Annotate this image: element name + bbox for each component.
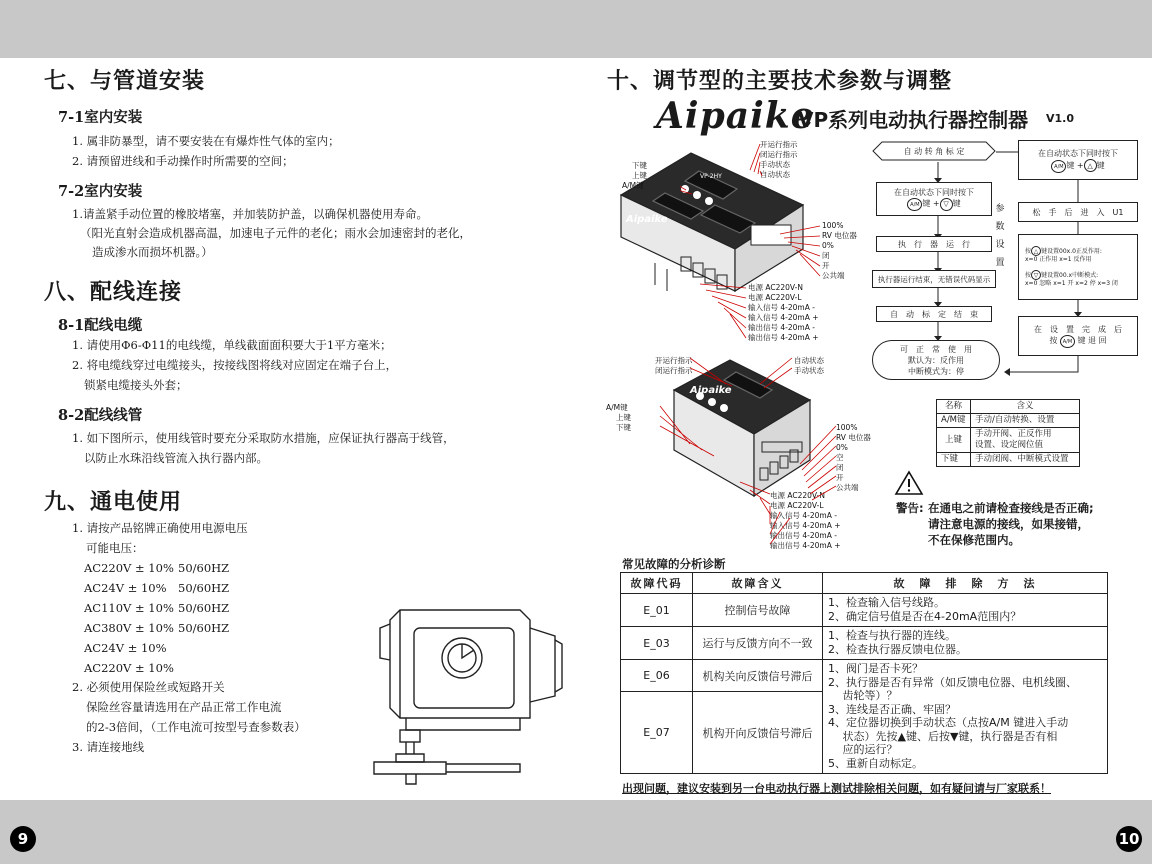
fault-method: 2、确定信号值是否在4-20mA范围内？: [828, 610, 1022, 623]
device-label: 空: [836, 453, 844, 462]
fault-method: 1、检查与执行器的连线。: [828, 629, 956, 642]
flow-setting-text: 键设置00x.0正反作用:: [1041, 248, 1102, 255]
flow-run: 执 行 器 运 行: [876, 236, 992, 252]
key-name: 下键: [937, 453, 971, 467]
section-8-title: 八、配线连接: [44, 279, 183, 305]
section-8-1-line: 锁紧电缆接头外套；: [84, 378, 188, 392]
keys-table-row: [937, 414, 1080, 428]
section-8-1-line: 1. 请使用Φ6-Φ11的电线缆，单线截面面积要大于1平方毫米；: [72, 338, 392, 352]
fault-method: 1、阀门是否卡死？: [828, 662, 923, 675]
fault-method: 2、执行器是否有异常（如反馈电位器、电机线圈、: [828, 675, 1077, 689]
fault-methods: [823, 594, 1108, 627]
section-9-line: 的2-3倍间，（工作电流可按型号查参数表）: [86, 720, 306, 734]
flow-key-join: 键 +: [1066, 160, 1084, 170]
flow-start-label: 自 动 转 角 标 定: [903, 146, 965, 156]
flow-back-prefix: 按: [1049, 336, 1058, 345]
actuator-pipe-illustration: [370, 598, 570, 788]
device-label: 开运行指示: [655, 356, 693, 365]
fault-header-cell: 故障含义: [693, 573, 823, 594]
voltage-value: AC220V ± 10%: [84, 561, 174, 575]
device-label: 电源 AC220V-N: [748, 283, 803, 292]
device-label: A/M键: [606, 403, 628, 412]
flow-back: [1049, 335, 1106, 348]
voltage-list: [84, 558, 274, 678]
am-key-icon: A/M: [1060, 335, 1075, 348]
section-7-1-item: 1. 属非防暴型，请不要安装在有爆炸性气体的室内；: [72, 134, 340, 148]
fault-meaning: 机构开向反馈信号滞后: [693, 692, 823, 774]
voltage-frequency: 50/60HZ: [178, 581, 230, 595]
product-version: V1.0: [1046, 112, 1074, 125]
section-8-2-line: 以防止水珠沿线管流入执行器内部。: [84, 451, 268, 465]
up-key-icon: △: [1031, 246, 1041, 256]
device-label: RV 电位器: [836, 433, 871, 442]
section-7-2-title: 7-2室内安装: [58, 183, 143, 200]
section-7-2-line: （阳光直射会造成机器高温，加速电子元件的老化；雨水会加速密封的老化，: [80, 226, 471, 240]
voltage-row: [84, 618, 274, 638]
section-7-2-line: 造成渗水而损坏机器。）: [92, 245, 213, 259]
flow-press-label: 在自动状态下同时按下: [894, 188, 974, 197]
device-label: 开运行指示: [760, 140, 798, 149]
voltage-value: AC220V ± 10%: [84, 661, 174, 675]
dev1-leader-lines: [680, 140, 840, 345]
fault-table-header: [621, 573, 1108, 594]
flow-setting-text: 键设置00.x中断模式:: [1041, 272, 1099, 279]
fault-method: 4、定位器切换到手动状态（点按A/M 键进入手动: [828, 716, 1069, 729]
flow-key-tail: 键: [952, 199, 961, 208]
device-label: 公共端: [822, 271, 845, 280]
device-label: 电源 AC220V-L: [748, 293, 802, 302]
flow-setting-options: x=0 忽略 x=1 开 x=2 停 x=3 闭: [1025, 280, 1118, 287]
am-key-icon: A/M: [907, 198, 922, 211]
flow-end: 自 动 标 定 结 束: [876, 306, 992, 322]
section-9-line: 可能电压：: [86, 541, 144, 555]
section-9-line: 保险丝容量请选用在产品正常工作电流: [86, 700, 282, 714]
device-label: 闭: [836, 463, 844, 472]
fault-code: E_06: [621, 660, 693, 692]
voltage-frequency: 50/60HZ: [178, 621, 230, 635]
voltage-value: AC380V ± 10%: [84, 621, 174, 635]
voltage-value: AC24V ± 10%: [84, 581, 167, 595]
flow-start: [872, 141, 996, 161]
keys-table: [936, 399, 1080, 467]
warning-label: 警告:: [896, 501, 924, 515]
device-label: 自动状态: [794, 356, 824, 365]
flow-press-keys: [876, 182, 992, 216]
flow-setting-options: x=0 正作用 x=1 反作用: [1025, 256, 1092, 263]
flow-after-label: 在 设 置 完 成 后: [1034, 325, 1122, 334]
device-label: A/M键: [622, 181, 644, 190]
key-name: A/M键: [937, 414, 971, 428]
flow-param-label: [994, 200, 1006, 272]
fault-header-cell: 故障代码: [621, 573, 693, 594]
page-number-left: 9: [10, 826, 36, 852]
warning-text: [928, 500, 1094, 548]
flow-usable-label: 可 正 常 使 用: [900, 344, 972, 354]
voltage-frequency: 50/60HZ: [178, 561, 230, 575]
dev2-leader-lines: [630, 350, 840, 555]
keys-header-cell: 含义: [971, 400, 1080, 414]
device-logo-text: Aipaike: [690, 385, 732, 396]
device-model-text: VP-2HY: [700, 173, 722, 180]
section-7-1-title: 7-1室内安装: [58, 109, 143, 126]
fault-table: [620, 572, 1108, 774]
fault-method: 1、检查输入信号线路。: [828, 596, 945, 609]
device-label: 闭运行指示: [760, 150, 798, 159]
device-label: 输出信号 4-20mA +: [748, 333, 819, 342]
up-key-icon: △: [1084, 159, 1097, 172]
footer-band: [0, 800, 1152, 864]
section-7-title: 七、与管道安装: [44, 68, 206, 94]
device-label: 100%: [822, 221, 844, 230]
fault-table-title: 常见故障的分析诊断: [622, 557, 726, 571]
section-7-1-item: 2. 请预留进线和手动操作时所需要的空间；: [72, 154, 294, 168]
footer-note: 出现问题，建议安装到另一台电动执行器上测试排除相关问题，如有疑问请与厂家联系！: [622, 782, 1051, 795]
fault-meaning: 控制信号故障: [693, 594, 823, 627]
device-label: 输出信号 4-20mA -: [770, 531, 837, 540]
keys-table-row: [937, 428, 1080, 453]
page-number-right: 10: [1116, 826, 1142, 852]
fault-method: 状态）先按▲键、后按▼键，执行器是否有相: [828, 729, 1058, 743]
device-label: 公共端: [836, 483, 859, 492]
warning-line: 不在保修范围内。: [928, 533, 1020, 547]
down-key-icon: ▽: [1031, 270, 1041, 280]
flow-done-message: 执行器运行结束，无错误代码显示: [872, 270, 996, 288]
flow-setting-prefix: 按: [1025, 248, 1032, 255]
device-label: 0%: [822, 241, 834, 250]
device-label: 闭运行指示: [655, 366, 693, 375]
fault-method: 3、连线是否正确、牢固？: [828, 702, 956, 716]
header-band: [0, 0, 1152, 58]
flow-press-keys-2: [1018, 140, 1138, 180]
flow-key-combo: [1051, 159, 1104, 173]
flow-usable: [872, 340, 1000, 380]
dev2-left-labels: [606, 403, 631, 433]
flow-key-combo: [907, 198, 960, 211]
keys-header-cell: 名称: [937, 400, 971, 414]
flow-back-label: 键 退 回: [1077, 336, 1107, 345]
flow-setting-prefix: 按: [1025, 272, 1032, 279]
device-label: 下键: [616, 423, 631, 432]
section-10-title: 十、调节型的主要技术参数与调整: [607, 68, 953, 94]
flow-settings: [1018, 234, 1138, 300]
device-label: 手动状态: [760, 160, 790, 169]
flow-setting-1: [1025, 246, 1102, 264]
dev2-right-labels: [836, 423, 871, 493]
fault-code: E_03: [621, 627, 693, 660]
key-meaning: 手动开阀、正反作用 设置、设定阀位值: [971, 428, 1080, 453]
voltage-row: [84, 638, 274, 658]
device-label: 下键: [632, 161, 647, 170]
device-label: 100%: [836, 423, 858, 432]
device-label: 上键: [632, 171, 647, 180]
device-label: 0%: [836, 443, 848, 452]
voltage-row: [84, 578, 274, 598]
key-meaning: 手动闭阀、中断模式设置: [971, 453, 1080, 467]
device-label: 输出信号 4-20mA +: [770, 541, 841, 550]
device-label: 输入信号 4-20mA -: [770, 511, 837, 520]
device-label: 输出信号 4-20mA -: [748, 323, 815, 332]
fault-method: 齿轮等）？: [828, 689, 898, 702]
warning-line: 在通电之前请检查接线是否正确;: [928, 501, 1094, 515]
fault-methods: [823, 660, 1108, 774]
keys-table-header: [937, 400, 1080, 414]
device-label: 输入信号 4-20mA +: [770, 521, 841, 530]
section-8-1-title: 8-1配线电缆: [58, 317, 143, 334]
device-label: 电源 AC220V-L: [770, 501, 824, 510]
flow-default-action: 默认为：反作用: [908, 355, 964, 365]
warning-icon: [894, 470, 924, 496]
key-meaning: 手动/自动转换、设置: [971, 414, 1080, 428]
section-9-title: 九、通电使用: [44, 489, 183, 515]
fault-code: E_01: [621, 594, 693, 627]
section-9-line: 1. 请按产品铭牌正确使用电源电压: [72, 521, 248, 535]
fault-meaning: 机构关向反馈信号滞后: [693, 660, 823, 692]
section-9-line: 3. 请连接地线: [72, 740, 145, 754]
device-label: 上键: [616, 413, 631, 422]
flow-after-setting: [1018, 316, 1138, 356]
fault-row: [621, 627, 1108, 660]
device-label: RV 电位器: [822, 231, 857, 240]
flow-key-join: 键 +: [922, 199, 940, 208]
brand-logo: Aipaike: [656, 95, 815, 137]
flow-press-label: 在自动状态下同时按下: [1038, 148, 1118, 158]
flow-param-char: 参: [995, 204, 1005, 214]
product-title: VP系列电动执行器控制器: [798, 108, 1029, 132]
keys-table-row: [937, 453, 1080, 467]
device-label: 输入信号 4-20mA +: [748, 313, 819, 322]
fault-row: [621, 660, 1108, 692]
voltage-value: AC24V ± 10%: [84, 641, 167, 655]
voltage-row: [84, 558, 274, 578]
device-label: 闭: [822, 251, 830, 260]
flow-param-char: 设: [995, 240, 1005, 250]
am-key-icon: A/M: [1051, 160, 1066, 173]
section-8-2-line: 1. 如下图所示，使用线管时要充分采取防水措施，应保证执行器高于线管，: [72, 431, 455, 445]
flow-setting-2: [1025, 270, 1118, 288]
section-8-2-title: 8-2配线线管: [58, 407, 143, 424]
fault-meaning: 运行与反馈方向不一致: [693, 627, 823, 660]
device-logo-text: Aipaike: [626, 214, 668, 225]
key-name: 上键: [937, 428, 971, 453]
voltage-row: [84, 598, 274, 618]
dev1-left-labels: [622, 161, 647, 191]
device-label: 开: [836, 473, 844, 482]
section-8-1-line: 2. 将电缆线穿过电缆接头，按接线图将线对应固定在端子台上，: [72, 358, 398, 372]
device-label: 自动状态: [760, 170, 790, 179]
flow-key-tail: 键: [1096, 160, 1105, 170]
fault-code: E_07: [621, 692, 693, 774]
flow-default-interrupt: 中断模式为：停: [908, 366, 964, 376]
device-label: 电源 AC220V-N: [770, 491, 825, 500]
fault-header-cell: 故 障 排 除 方 法: [823, 573, 1108, 594]
fault-method: 5、重新自动标定。: [828, 756, 923, 770]
device-label: 输入信号 4-20mA -: [748, 303, 815, 312]
device-label: 开: [822, 261, 830, 270]
fault-method: 应的运行？: [828, 743, 898, 756]
warning-line: 请注意电源的接线，如果接错，: [928, 517, 1089, 531]
flow-param-char: 置: [995, 258, 1005, 268]
down-key-icon: ▽: [940, 198, 953, 211]
section-9-line: 2. 必须使用保险丝或短路开关: [72, 680, 225, 694]
voltage-value: AC110V ± 10%: [84, 601, 174, 615]
voltage-row: [84, 658, 274, 678]
fault-row: [621, 594, 1108, 627]
fault-method: 2、检查执行器反馈电位器。: [828, 643, 967, 656]
fault-methods: [823, 627, 1108, 660]
voltage-frequency: 50/60HZ: [178, 601, 230, 615]
flow-release: 松 手 后 进 入 U1: [1018, 202, 1138, 222]
flow-param-char: 数: [995, 222, 1005, 232]
section-7-2-line: 1.请盖紧手动位置的橡胶堵塞，并加装防护盖，以确保机器使用寿命。: [72, 207, 428, 221]
device-label: 手动状态: [794, 366, 824, 375]
